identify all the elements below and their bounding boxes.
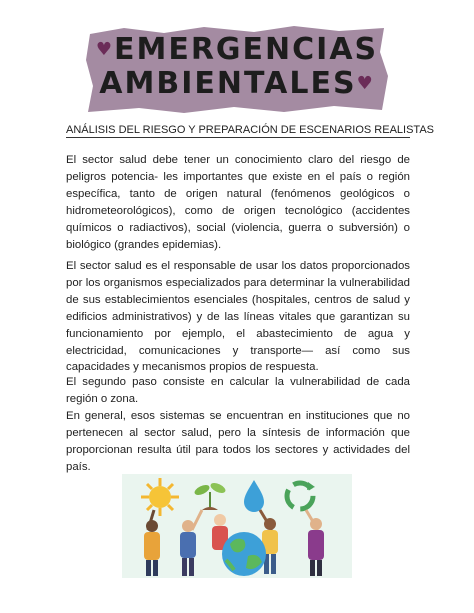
recycle-icon	[287, 482, 315, 509]
sprout-icon	[193, 481, 227, 510]
environment-illustration	[122, 474, 352, 578]
paragraph-2: El sector salud es el responsable de usar los datos proporcionados por los organismos especializados para determinar la vulnerabilidad de sus establecimientos esenciales (hospitales, centros de salud y edificios administrativos) y de las líneas vitales que garantizan su funcionamiento por ejemplo, el abastecimiento de agua y electricidad, comunicaciones y transporte— así como sus capacidades y mecanismos propios de respuesta.	[66, 260, 410, 374]
paragraph-4: En general, esos sistemas se encuentran en instituciones que no pertenecen al sector salud, pero la síntesis de información que proporcionan resulta útil para todos los sectores y actividades del país.	[66, 410, 410, 473]
person-figure	[144, 510, 160, 576]
heart-icon: ♥	[95, 39, 114, 60]
water-drop-icon	[244, 480, 264, 512]
person-figure	[180, 510, 202, 576]
heart-icon: ♥	[356, 73, 375, 94]
title-banner	[84, 24, 390, 114]
title-line-2: AMBIENTALES♥	[99, 66, 375, 101]
title-line-1: ♥EMERGENCIAS	[95, 32, 379, 67]
earth-globe-icon	[222, 532, 266, 576]
sun-icon	[141, 478, 179, 516]
paragraph-1: El sector salud debe tener un conocimiento claro del riesgo de peligros potencia- les importantes que existe en el país o región específica, tanto de origen natural (fenómenos geológicos o hidrometeorológicos), como de origen tecnológico (accidentes químicos o radiactivos), social (violencia, guerra o subversión) o biológico (grandes epidemias).	[66, 154, 410, 251]
section-subtitle: ANÁLISIS DEL RIESGO Y PREPARACIÓN DE ESCENARIOS REALISTAS	[66, 124, 435, 136]
paragraph-3: El segundo paso consiste en calcular la vulnerabilidad de cada región o zona.	[66, 376, 410, 405]
person-figure	[306, 510, 324, 576]
